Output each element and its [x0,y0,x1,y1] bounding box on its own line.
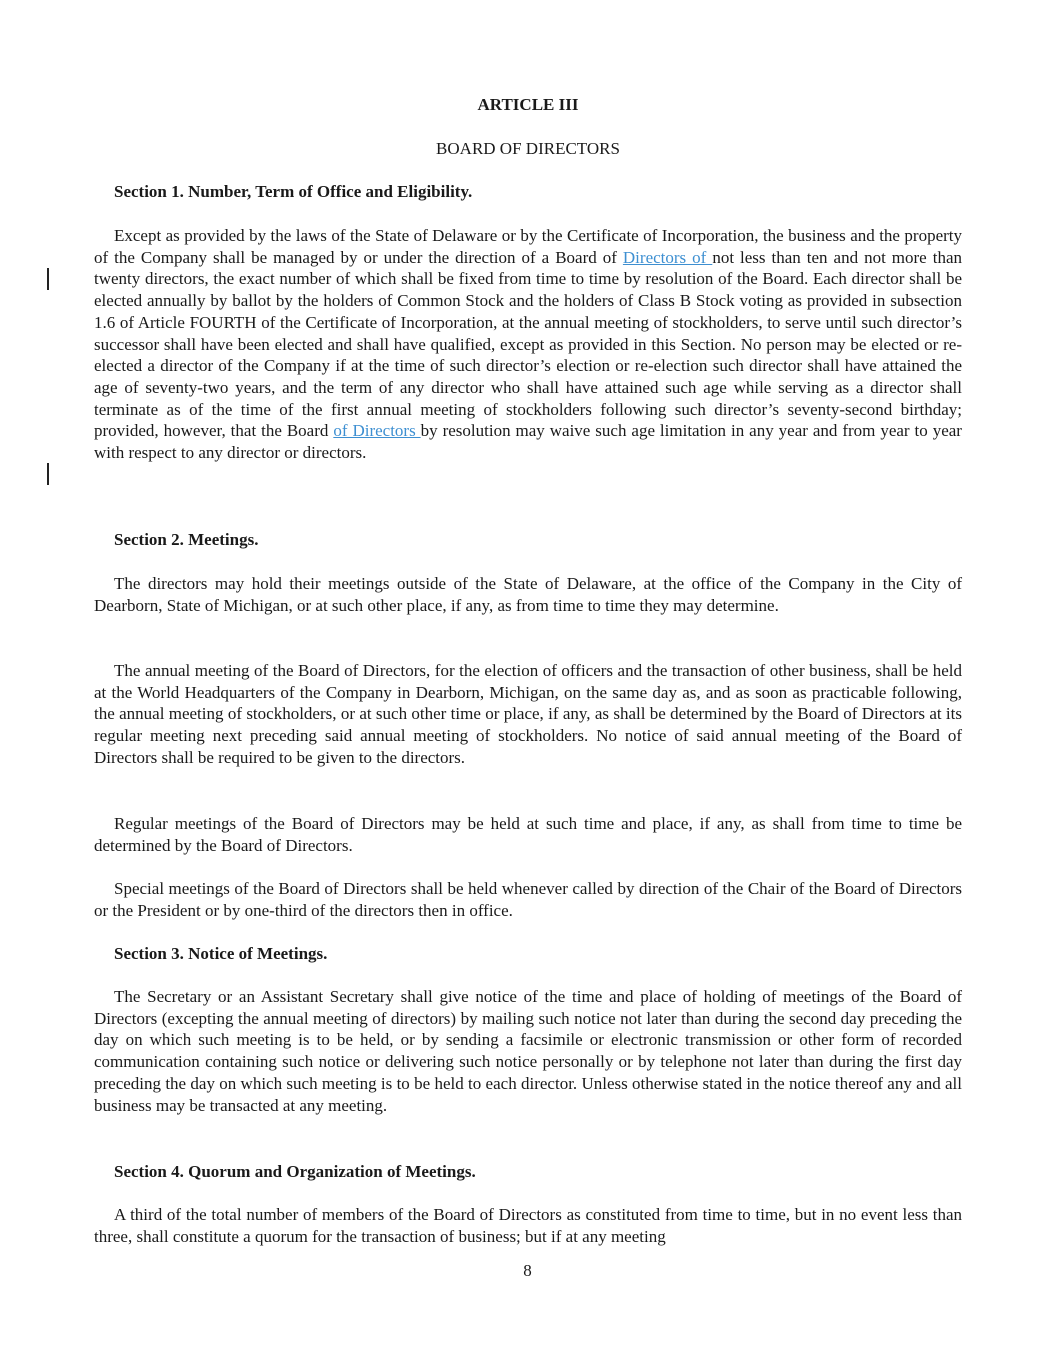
section-2-paragraph: Special meetings of the Board of Directors shall be held whenever called by direction of the Chair of the Board of Directors or the President or by one-third of the directors then in office. [94,879,962,920]
section-3-paragraph: The Secretary or an Assistant Secretary shall give notice of the time and place of holding of meetings of the Board of Directors (excepting the annual meeting of directors) by mailing such notice not later than during the second day preceding the day on which such meeting is to be held, or by sending a facsimile or electronic transmission or other form of recorded communication containing such notice or delivering such notice personally or by telephone not later than during the first day preceding the day on which such meeting is to be held to each director. Unless otherwise stated in the notice thereof any and all business may be transacted at any meeting. [94,987,962,1115]
article-subtitle: BOARD OF DIRECTORS [436,139,620,158]
inserted-text[interactable]: of Directors [333,421,421,441]
section-4-paragraph: A third of the total number of members of the Board of Directors as constituted from time to time, but in no event less than three, shall constitute a quorum for the transaction of business; but if at any meeting [94,1205,962,1246]
change-bar [47,268,49,290]
section-2-heading: Section 2. Meetings. [114,530,259,549]
page-number: 8 [523,1261,532,1280]
paragraph-text: Except as provided by the laws of the State of Delaware or by the Certificate of Incorporation, the business and the property of the Company shall be managed by or under the direction of a Board of [94,226,962,267]
change-bar [47,463,49,485]
section-2-paragraph: Regular meetings of the Board of Directors may be held at such time and place, if any, as shall from time to time be determined by the Board of Directors. [94,814,962,855]
section-1-heading: Section 1. Number, Term of Office and Eligibility. [114,182,473,201]
section-2-paragraph: The directors may hold their meetings outside of the State of Delaware, at the office of the Company in the City of Dearborn, State of Michigan, or at such other place, if any, as from time to time they may determine. [94,574,962,615]
paragraph-text: by resolution may waive such age limitation in any year and from year to year with respect to any director or directors. [94,421,962,463]
section-3-heading: Section 3. Notice of Meetings. [114,944,328,963]
paragraph-text: not less than ten and not more than twenty directors, the exact number of which shall be fixed from time to time by resolution of the Board. Each director shall be elected annually by ballot by the holders of Common Stock and the holders of Class B Stock voting as provided in subsection 1.6 of Article FOURTH of the Certificate of Incorporation, at the annual meeting of stockholders, to serve until such director’s successor shall have been elected and shall have qualified, except as provided in this Section. No person may be elected or re-elected a director of the Company if at the time of such director’s election or re-election such director shall have attained the age of seventy-two years, and the term of any director who shall have attained such age while serving as a director shall terminate as of the time of the first annual meeting of stockholders following such director’s seventy-second birthday; provided, however, that the Board [94,247,962,441]
inserted-text[interactable]: Directors of [622,247,713,267]
section-1-paragraph [94,225,962,464]
section-4-heading: Section 4. Quorum and Organization of Meetings. [114,1162,476,1181]
section-2-paragraph: The annual meeting of the Board of Directors, for the election of officers and the transaction of other business, shall be held at the World Headquarters of the Company in Dearborn, Michigan, on the same day as, and as soon as practicable following, the annual meeting of stockholders, or at such other time or place, if any, as shall be determined by the Board of Directors at its regular meeting next preceding said annual meeting of stockholders. No notice of said annual meeting of the Board of Directors shall be required to be given to the directors. [94,661,962,767]
article-title: ARTICLE III [477,95,579,114]
